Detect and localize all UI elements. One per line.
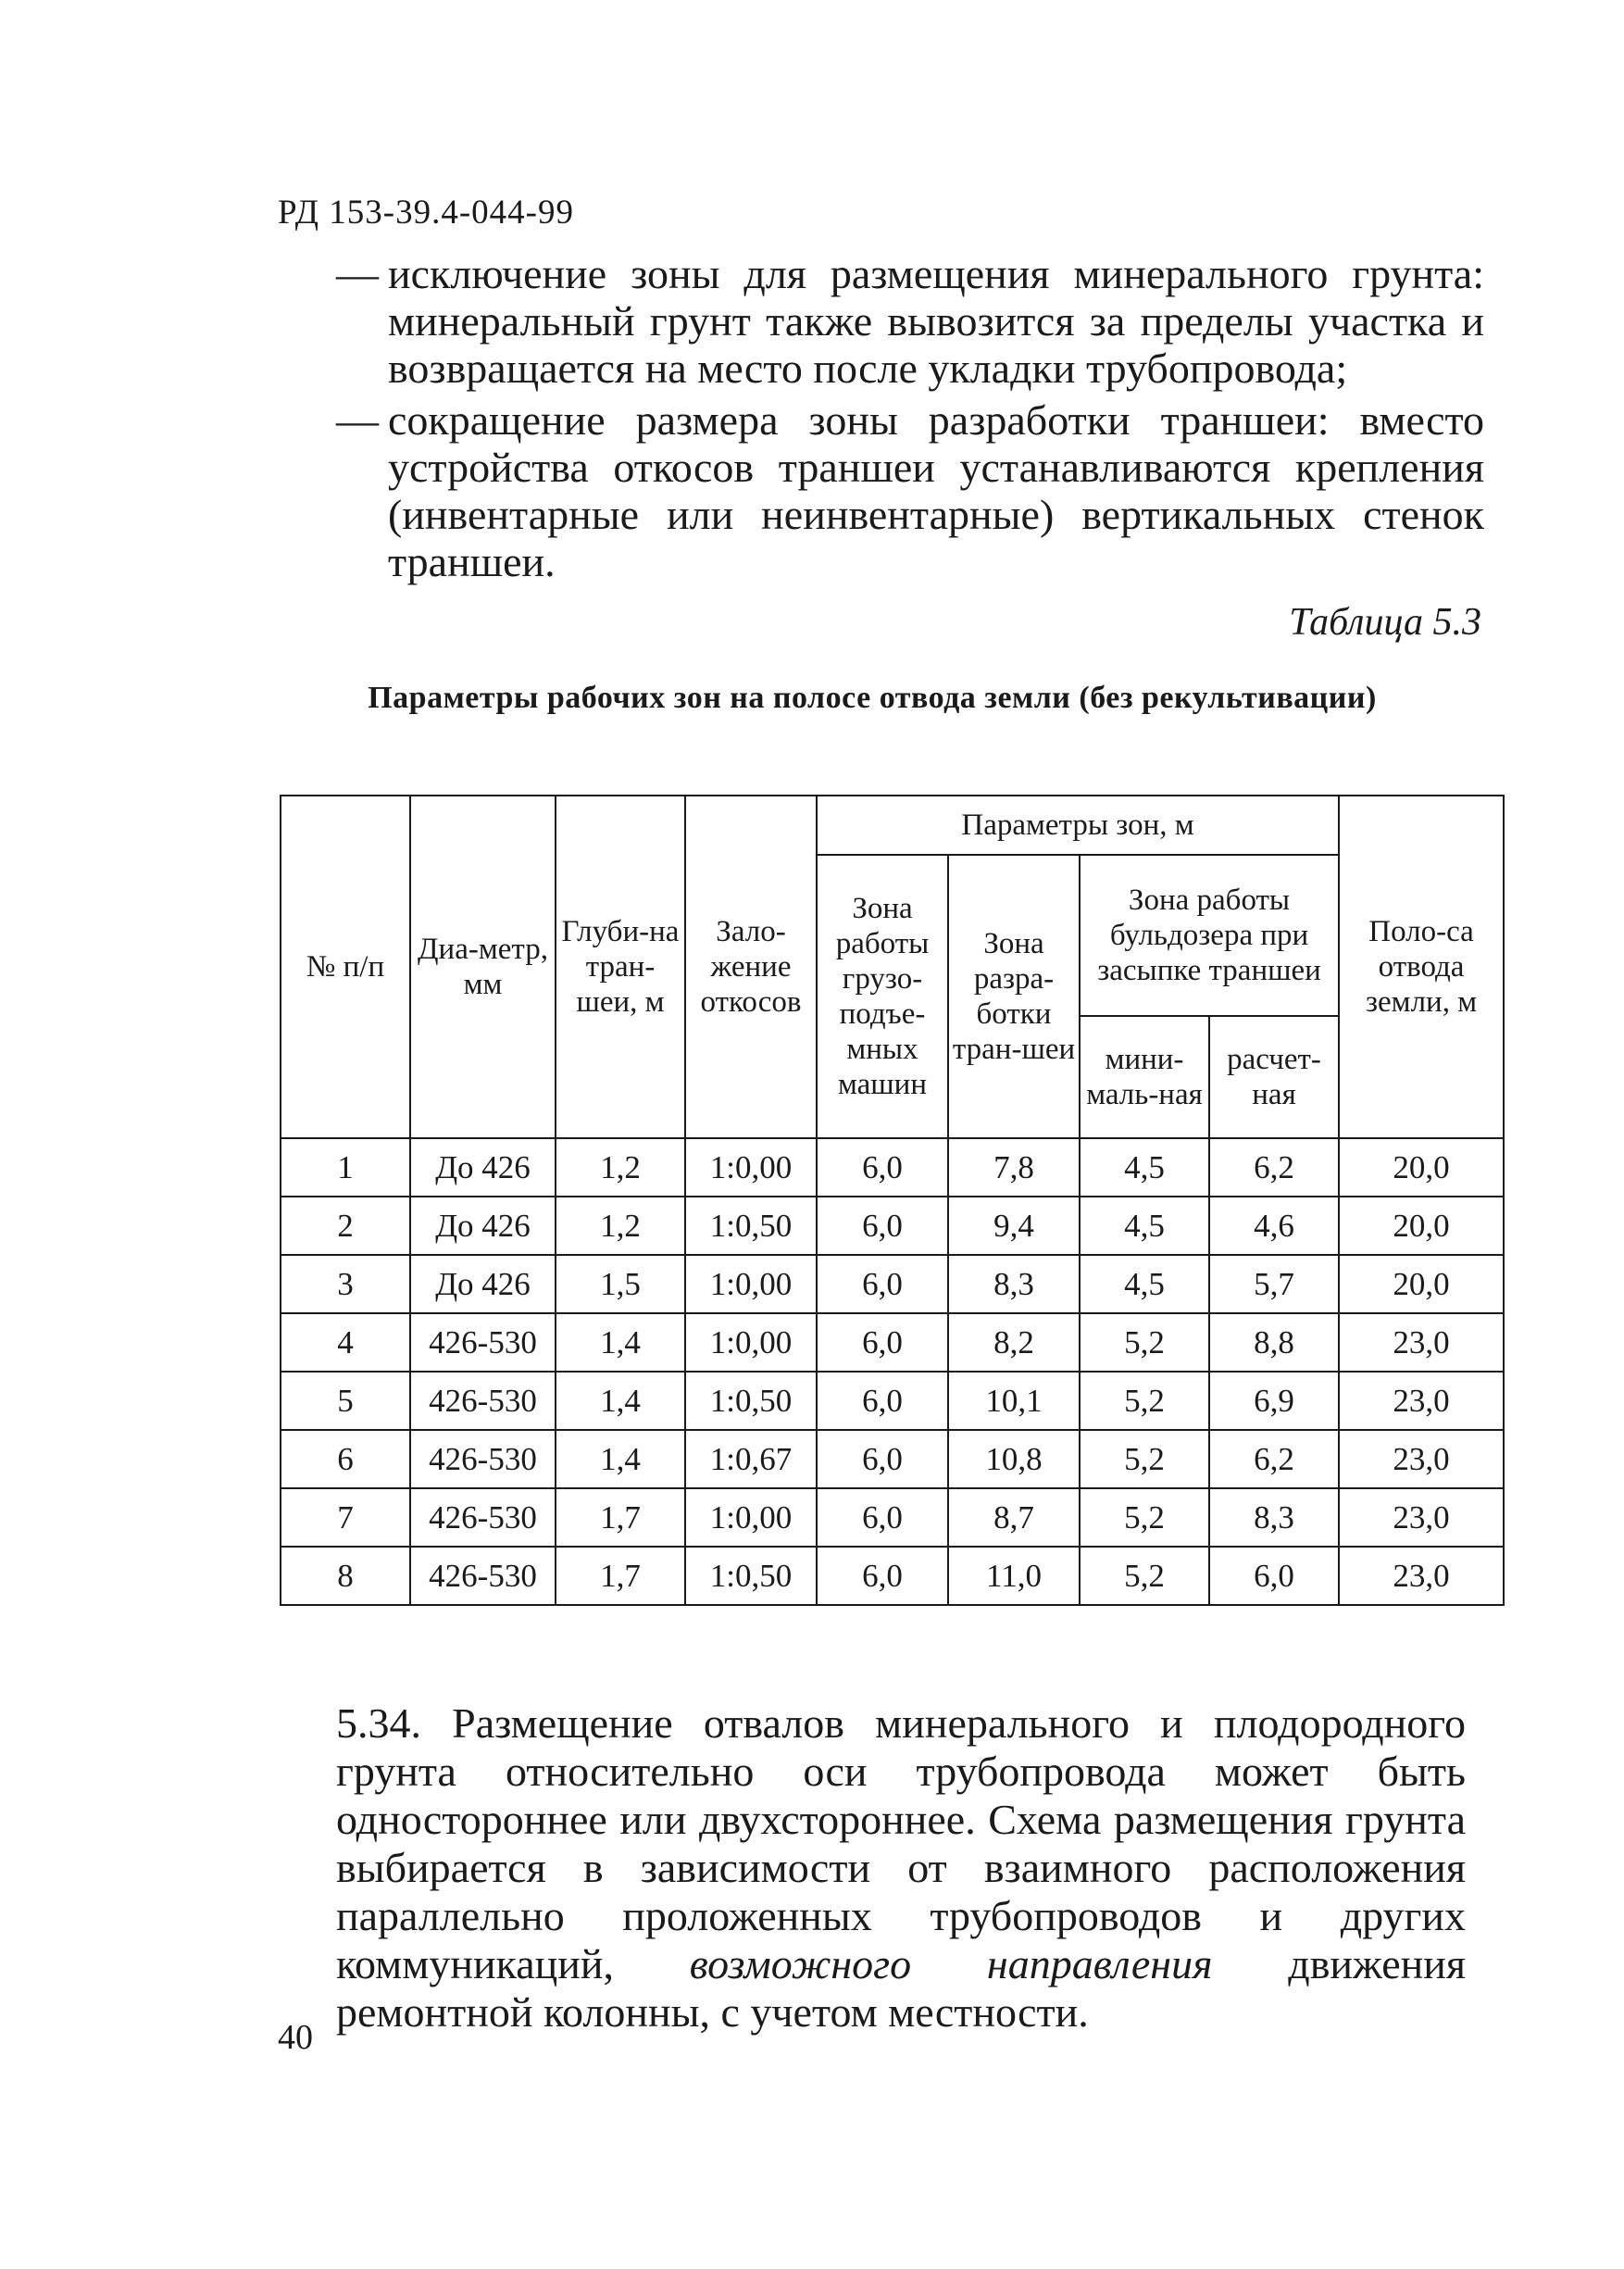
cell-num: 3 [281,1255,410,1313]
document-code: РД 153-39.4-044-99 [278,194,574,232]
cell-slope: 1:0,00 [685,1255,817,1313]
cell-calc: 6,2 [1209,1138,1339,1197]
cell-min: 5,2 [1080,1313,1209,1372]
cell-strip: 20,0 [1339,1197,1504,1255]
cell-num: 6 [281,1430,410,1488]
cell-dig: 11,0 [948,1547,1080,1605]
cell-depth: 1,4 [556,1372,685,1430]
header-zone-params: Параметры зон, м [817,796,1339,855]
paragraph-text-end: движения ремонтной колонны, с учетом местности. [336,1940,1467,2036]
header-strip: Поло-са отвода земли, м [1339,796,1504,1138]
cell-diameter: 426-530 [410,1488,556,1547]
cell-min: 5,2 [1080,1430,1209,1488]
header-num: № п/п [281,796,410,1138]
table-row [281,1372,1504,1430]
cell-strip: 23,0 [1339,1488,1504,1547]
header-dig-zone: Зона разра-ботки тран-шеи [948,855,1080,1138]
parameters-table [280,795,1505,1606]
cell-diameter: 426-530 [410,1430,556,1488]
table-row [281,1313,1504,1372]
cell-min: 5,2 [1080,1372,1209,1430]
cell-calc: 8,3 [1209,1488,1339,1547]
cell-crane: 6,0 [817,1255,948,1313]
table-row [281,1138,1504,1197]
cell-depth: 1,2 [556,1197,685,1255]
cell-strip: 23,0 [1339,1547,1504,1605]
cell-diameter: 426-530 [410,1372,556,1430]
cell-num: 7 [281,1488,410,1547]
header-slope: Зало-жение откосов [685,796,817,1138]
header-min: мини-маль-ная [1080,1016,1209,1138]
cell-dig: 7,8 [948,1138,1080,1197]
cell-calc: 6,2 [1209,1430,1339,1488]
paragraph-text-italic: возможного направления [689,1940,1213,1987]
list-item-text: исключение зоны для размещения минерального грунта: минеральный грунт также вывозится за пределы участка и возвращается на место после укладки трубопровода; [388,250,1484,392]
cell-diameter: До 426 [410,1197,556,1255]
cell-slope: 1:0,00 [685,1488,817,1547]
cell-diameter: До 426 [410,1255,556,1313]
cell-calc: 5,7 [1209,1255,1339,1313]
cell-calc: 6,0 [1209,1547,1339,1605]
cell-calc: 8,8 [1209,1313,1339,1372]
cell-crane: 6,0 [817,1488,948,1547]
cell-depth: 1,7 [556,1547,685,1605]
cell-crane: 6,0 [817,1547,948,1605]
cell-depth: 1,4 [556,1313,685,1372]
cell-depth: 1,7 [556,1488,685,1547]
header-bulldozer-zone: Зона работы бульдозера при засыпке траншеи [1080,855,1339,1016]
cell-strip: 23,0 [1339,1313,1504,1372]
cell-diameter: 426-530 [410,1313,556,1372]
cell-strip: 23,0 [1339,1372,1504,1430]
cell-num: 8 [281,1547,410,1605]
cell-slope: 1:0,50 [685,1197,817,1255]
table-caption: Таблица 5.3 [1289,601,1481,644]
dash-list [336,250,1484,590]
cell-num: 5 [281,1372,410,1430]
table-row [281,1255,1504,1313]
cell-min: 5,2 [1080,1488,1209,1547]
cell-crane: 6,0 [817,1138,948,1197]
page-number: 40 [278,2018,313,2057]
cell-crane: 6,0 [817,1430,948,1488]
cell-num: 1 [281,1138,410,1197]
cell-dig: 8,2 [948,1313,1080,1372]
list-dash: — [336,250,379,297]
cell-diameter: 426-530 [410,1547,556,1605]
cell-slope: 1:0,00 [685,1138,817,1197]
cell-calc: 4,6 [1209,1197,1339,1255]
table-row [281,1197,1504,1255]
cell-slope: 1:0,67 [685,1430,817,1488]
header-crane-zone: Зона работы грузо-подъе-мных машин [817,855,948,1138]
cell-dig: 8,3 [948,1255,1080,1313]
cell-slope: 1:0,00 [685,1313,817,1372]
cell-dig: 9,4 [948,1197,1080,1255]
list-dash: — [336,396,379,444]
cell-strip: 23,0 [1339,1430,1504,1488]
cell-dig: 10,8 [948,1430,1080,1488]
cell-dig: 10,1 [948,1372,1080,1430]
cell-dig: 8,7 [948,1488,1080,1547]
cell-min: 4,5 [1080,1138,1209,1197]
cell-strip: 20,0 [1339,1138,1504,1197]
cell-slope: 1:0,50 [685,1547,817,1605]
table-title: Параметры рабочих зон на полосе отвода земли (без рекультивации) [368,681,1377,715]
cell-depth: 1,4 [556,1430,685,1488]
cell-min: 5,2 [1080,1547,1209,1605]
header-depth: Глуби-на тран-шеи, м [556,796,685,1138]
cell-crane: 6,0 [817,1313,948,1372]
header-diameter: Диа-метр, мм [410,796,556,1138]
cell-min: 4,5 [1080,1255,1209,1313]
cell-depth: 1,2 [556,1138,685,1197]
paragraph-5-34 [336,1699,1466,2037]
cell-crane: 6,0 [817,1372,948,1430]
list-item [336,396,1484,585]
list-item [336,250,1484,392]
cell-slope: 1:0,50 [685,1372,817,1430]
table-row [281,1430,1504,1488]
cell-calc: 6,9 [1209,1372,1339,1430]
cell-min: 4,5 [1080,1197,1209,1255]
cell-diameter: До 426 [410,1138,556,1197]
cell-crane: 6,0 [817,1197,948,1255]
paragraph-text-start: 5.34. Размещение отвалов минерального и плодородного грунта относительно оси трубопровода может быть одностороннее или двухстороннее. Схема размещения грунта выбирается в зависимости от взаимного расположения параллельно проложенных трубопроводов и других коммуникаций, [336,1699,1466,1987]
list-item-text: сокращение размера зоны разработки траншеи: вместо устройства откосов траншеи устанавливаются крепления (инвентарные или неинвентарные) вертикальных стенок траншеи. [388,396,1484,585]
cell-depth: 1,5 [556,1255,685,1313]
cell-strip: 20,0 [1339,1255,1504,1313]
table-row [281,1488,1504,1547]
header-calc: расчет-ная [1209,1016,1339,1138]
cell-num: 2 [281,1197,410,1255]
cell-num: 4 [281,1313,410,1372]
table-row [281,1547,1504,1605]
